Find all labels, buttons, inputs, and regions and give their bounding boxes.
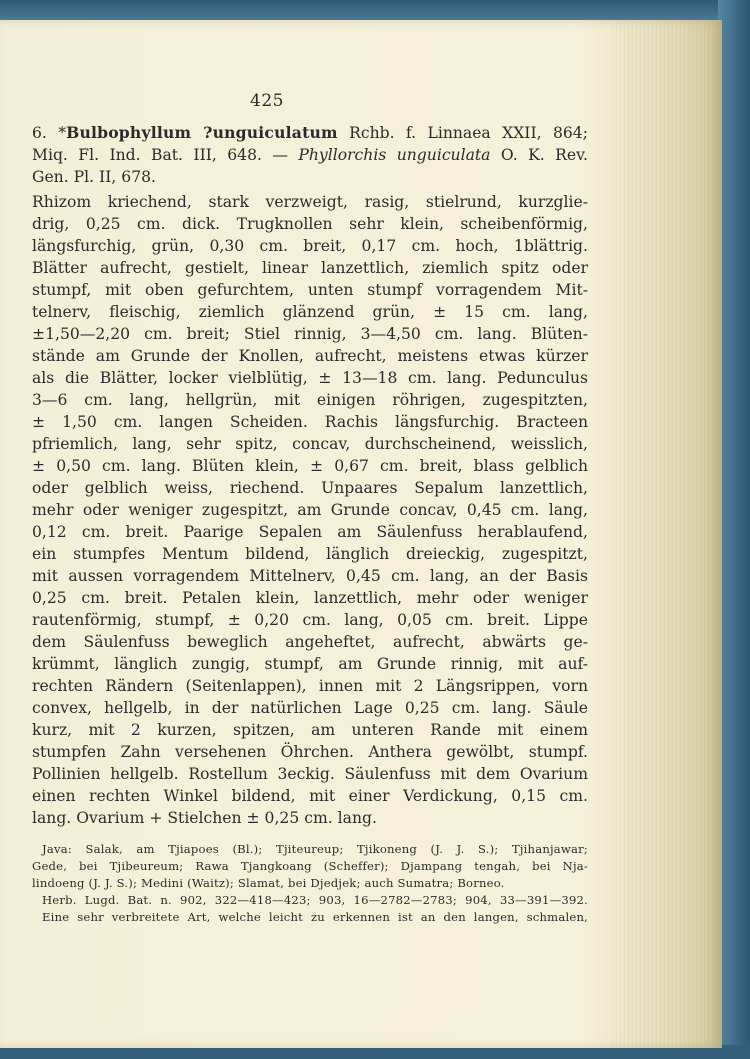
description-line: Pollinien hellgelb. Rostellum 3eckig. Säulenfuss mit dem Ovarium bbox=[32, 765, 588, 783]
heading-citation: Rchb. f. Linnaea XXII, 864; bbox=[349, 124, 588, 142]
description-line: 3—6 cm. lang, hellgrün, mit einigen röhrigen, zugespitzten, bbox=[32, 391, 588, 409]
book-cover-top-edge bbox=[0, 0, 750, 22]
description-line: einen rechten Winkel bildend, mit einer Verdickung, 0,15 cm. bbox=[32, 787, 588, 805]
page-gutter-shading bbox=[612, 20, 722, 1048]
description-line: stände am Grunde der Knollen, aufrecht, meistens etwas kürzer bbox=[32, 347, 588, 365]
description-line: längsfurchig, grün, 0,30 cm. breit, 0,17 cm. hoch, 1blättrig. bbox=[32, 237, 588, 255]
species-name: Bulbophyllum ?unguiculatum bbox=[66, 123, 338, 142]
description-line: ein stumpfes Mentum bildend, länglich dreieckig, zugespitzt, bbox=[32, 545, 588, 563]
description-line: krümmt, länglich zungig, stumpf, am Grunde rinnig, mit auf- bbox=[32, 655, 588, 673]
heading-citation-2a: Miq. Fl. Ind. Bat. III, 648. — bbox=[32, 146, 299, 164]
description-line: rechten Rändern (Seitenlappen), innen mit 2 Längsrippen, vorn bbox=[32, 677, 588, 695]
description-line: pfriemlich, lang, sehr spitz, concav, durchscheinend, weisslich, bbox=[32, 435, 588, 453]
entry-heading-line-1 bbox=[32, 122, 588, 144]
description-line: drig, 0,25 cm. dick. Trugknollen sehr klein, scheibenförmig, bbox=[32, 215, 588, 233]
description-line: Rhizom kriechend, stark verzweigt, rasig, stielrund, kurzglie- bbox=[32, 193, 588, 211]
entry-heading-line-3: Gen. Pl. II, 678. bbox=[32, 168, 156, 186]
footnote-line: lindoeng (J. J. S.); Medini (Waitz); Slamat, bei Djedjek; auch Sumatra; Borneo. bbox=[32, 876, 505, 890]
description-line: als die Blätter, locker vielblütig, ± 13—18 cm. lang. Pedunculus bbox=[32, 369, 588, 387]
description-line: ± 0,50 cm. lang. Blüten klein, ± 0,67 cm. breit, blass gelblich bbox=[32, 457, 588, 475]
description-line: convex, hellgelb, in der natürlichen Lage 0,25 cm. lang. Säule bbox=[32, 699, 588, 717]
description-line: stumpf, mit oben gefurchtem, unten stumpf vorragendem Mit- bbox=[32, 281, 588, 299]
entry-number: 6. * bbox=[32, 124, 67, 142]
entry-heading-line-2 bbox=[32, 144, 588, 166]
synonym-name: Phyllorchis unguiculata bbox=[298, 146, 491, 164]
description-line: rautenförmig, stumpf, ± 0,20 cm. lang, 0,05 cm. breit. Lippe bbox=[32, 611, 588, 629]
description-line: Blätter aufrecht, gestielt, linear lanzettlich, ziemlich spitz oder bbox=[32, 259, 588, 277]
footnote-line: Gede, bei Tjibeureum; Rawa Tjangkoang (Scheffer); Djampang tengah, bei Nja- bbox=[32, 859, 588, 873]
description-line: telnerv, fleischig, ziemlich glänzend grün, ± 15 cm. lang, bbox=[32, 303, 588, 321]
footnote-line: Eine sehr verbreitete Art, welche leicht zu erkennen ist an den langen, schmalen, bbox=[42, 910, 588, 924]
book-cover-right-edge bbox=[718, 0, 750, 1059]
description-line: stumpfen Zahn versehenen Öhrchen. Anthera gewölbt, stumpf. bbox=[32, 743, 588, 761]
heading-citation-2b: O. K. Rev. bbox=[490, 146, 588, 164]
description-line: mehr oder weniger zugespitzt, am Grunde concav, 0,45 cm. lang, bbox=[32, 501, 588, 519]
description-line: kurz, mit 2 kurzen, spitzen, am unteren Rande mit einem bbox=[32, 721, 588, 739]
description-line: mit aussen vorragendem Mittelnerv, 0,45 cm. lang, an der Basis bbox=[32, 567, 588, 585]
page-number: 425 bbox=[250, 91, 284, 111]
description-line: 0,25 cm. breit. Petalen klein, lanzettlich, mehr oder weniger bbox=[32, 589, 588, 607]
description-line: oder gelblich weiss, riechend. Unpaares Sepalum lanzettlich, bbox=[32, 479, 588, 497]
book-page bbox=[0, 20, 722, 1048]
description-line: 0,12 cm. breit. Paarige Sepalen am Säulenfuss herablaufend, bbox=[32, 523, 588, 541]
description-line: dem Säulenfuss beweglich angeheftet, aufrecht, abwärts ge- bbox=[32, 633, 588, 651]
description-line: ±1,50—2,20 cm. breit; Stiel rinnig, 3—4,50 cm. lang. Blüten- bbox=[32, 325, 588, 343]
footnote-line: Java: Salak, am Tjiapoes (Bl.); Tjiteureup; Tjikoneng (J. J. S.); Tjihanjawar; bbox=[42, 842, 588, 856]
footnote-line: Herb. Lugd. Bat. n. 902, 322—418—423; 903, 16—2782—2783; 904, 33—391—392. bbox=[42, 893, 588, 907]
description-line: ± 1,50 cm. langen Scheiden. Rachis längsfurchig. Bracteen bbox=[32, 413, 588, 431]
description-line: lang. Ovarium + Stielchen ± 0,25 cm. lang. bbox=[32, 809, 377, 827]
